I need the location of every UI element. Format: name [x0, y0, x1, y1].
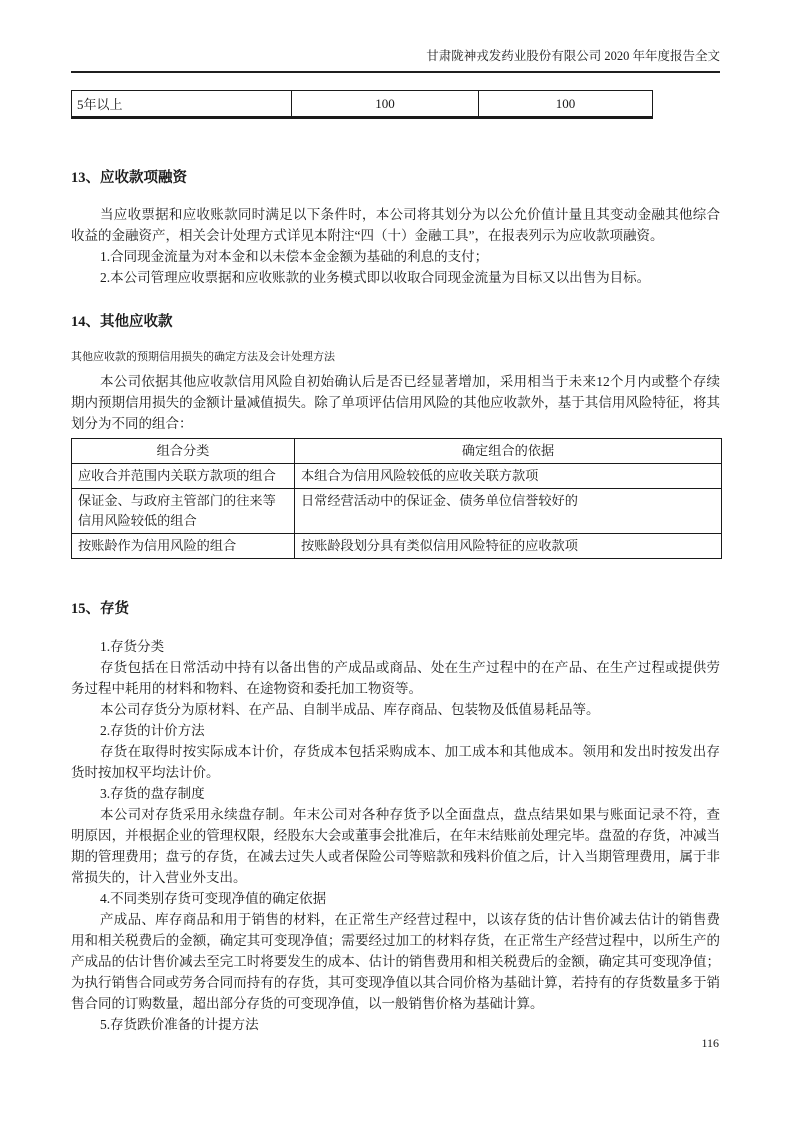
- table-cell: 按账龄作为信用风险的组合: [72, 534, 295, 559]
- sub-heading: 4.不同类别存货可变现净值的确定依据: [100, 891, 327, 906]
- table-row: [72, 464, 722, 489]
- sub-heading: 3.存货的盘存制度: [100, 786, 205, 801]
- table-header-row: [72, 439, 722, 464]
- paragraph: 存货在取得时按实际成本计价，存货成本包括采购成本、加工成本和其他成本。领用和发出时按发出存货时按加权平均法计价。: [71, 744, 720, 780]
- section-13-heading: 13、应收款项融资: [71, 170, 187, 186]
- table-cell: 按账龄段划分具有类似信用风险特征的应收款项: [295, 534, 722, 559]
- table-cell: 本组合为信用风险较低的应收关联方款项: [295, 464, 722, 489]
- report-header: [71, 0, 720, 73]
- ratio-cell: 100: [292, 91, 479, 118]
- sub-heading: 2.存货的计价方法: [100, 723, 205, 738]
- sub-heading: 1.存货分类: [100, 639, 165, 654]
- paragraph: 本公司对存货采用永续盘存制。年末公司对各种存货予以全面盘点，盘点结果如果与账面记录不符，查明原因，并根据企业的管理权限，经股东大会或董事会批准后，在年末结账前处理完毕。盘盈的存货，冲减当期的管理费用；盘亏的存货，在减去过失人或者保险公司等赔款和残料价值之后，计入当期管理费用，属于非常损失的，计入营业外支出。: [71, 807, 720, 885]
- table-row: [72, 489, 722, 534]
- page-number: 116: [701, 1036, 719, 1050]
- section-14-heading: 14、其他应收款: [71, 314, 173, 330]
- column-header: 确定组合的依据: [295, 439, 722, 464]
- table-row: [72, 534, 722, 559]
- sub-heading: 5.存货跌价准备的计提方法: [100, 1017, 259, 1032]
- paragraph: 本公司依据其他应收款信用风险自初始确认后是否已经显著增加，采用相当于未来12个月内或整个存续期内预期信用损失的金额计量减值损失。除了单项评估信用风险的其他应收款外，基于其信用风险特征，将其划分为不同的组合：: [71, 374, 720, 431]
- aging-table: [71, 90, 653, 119]
- paragraph: 本公司存货分为原材料、在产品、自制半成品、库存商品、包装物及低值易耗品等。: [100, 702, 600, 717]
- section-14-note: 其他应收款的预期信用损失的确定方法及会计处理方法: [71, 351, 335, 363]
- ratio-cell: 100: [479, 91, 653, 118]
- column-header: 组合分类: [72, 439, 295, 464]
- paragraph: 当应收票据和应收账款同时满足以下条件时，本公司将其划分为以公允价值计量且其变动金融其他综合收益的金融资产，相关会计处理方式详见本附注“四（十）金融工具”，在报表列示为应收款项融资。: [71, 207, 720, 243]
- list-item: 2.本公司管理应收票据和应收账款的业务模式即以收取合同现金流量为目标又以出售为目标。: [100, 270, 651, 285]
- report-header-title: 甘肃陇神戎发药业股份有限公司 2020 年年度报告全文: [426, 49, 720, 63]
- table-row: [72, 91, 653, 118]
- table-cell: 保证金、与政府主管部门的往来等信用风险较低的组合: [72, 489, 295, 534]
- table-cell: 应收合并范围内关联方款项的组合: [72, 464, 295, 489]
- aging-label-cell: 5年以上: [72, 91, 292, 118]
- portfolio-table: [71, 438, 722, 559]
- list-item: 1.合同现金流量为对本金和以未偿本金金额为基础的利息的支付；: [100, 249, 489, 264]
- section-15-heading: 15、存货: [71, 601, 129, 617]
- paragraph: 产成品、库存商品和用于销售的材料，在正常生产经营过程中，以该存货的估计售价减去估计的销售费用和相关税费后的金额，确定其可变现净值；需要经过加工的材料存货，在正常生产经营过程中，以所生产的产成品的估计售价减去至完工时将要发生的成本、估计的销售费用和相关税费后的金额，确定其可变现净值；为执行销售合同或劳务合同而持有的存货，其可变现净值以其合同价格为基础计算，若持有的存货数量多于销售合同的订购数量，超出部分存货的可变现净值，以一般销售价格为基础计算。: [71, 912, 720, 1011]
- table-cell: 日常经营活动中的保证金、债务单位信誉较好的: [295, 489, 722, 534]
- paragraph: 存货包括在日常活动中持有以备出售的产成品或商品、处在生产过程中的在产品、在生产过程或提供劳务过程中耗用的材料和物料、在途物资和委托加工物资等。: [71, 660, 720, 696]
